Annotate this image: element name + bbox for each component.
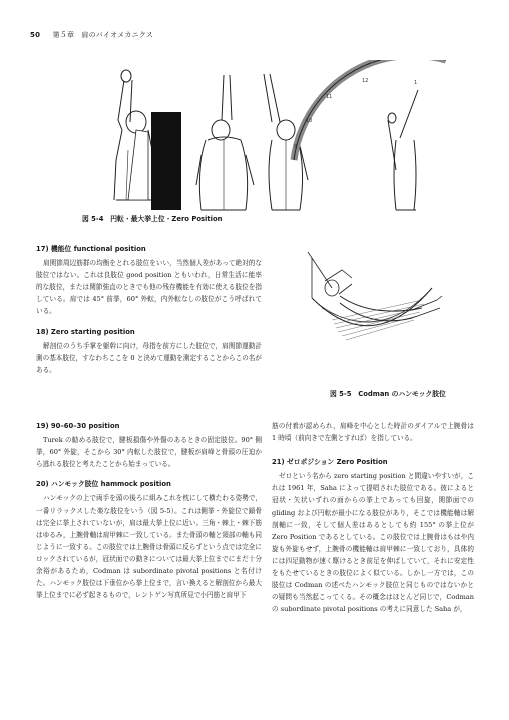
paragraph: 解剖位のうち手掌を躯幹に向け，母指を前方にした肢位で，肩関節運動計測の基本肢位，すなわちここを 0 と決めて運動を測定することからこの名がある。	[36, 341, 262, 374]
figure-5-5	[272, 248, 472, 368]
dial-label: 11	[326, 94, 333, 100]
section-heading: 19) 90–60–30 position	[36, 422, 120, 430]
paragraph: 肩関節周辺筋群の均衡をとれる肢位をいい，当然個人差があって絶対的な肢位ではない。これは良肢位 good position ともいわれ，日常生活に能率的な肢位，または関節強直のときでも他の残存機能を有効に使える肢位を指している。肩では 45° 前挙，60° 外転，内外転なしの肢位がこう呼ばれている。	[36, 259, 262, 316]
chapter-title: 第５章 肩のバイオメカニクス	[52, 31, 154, 39]
figure-5-4	[36, 60, 476, 220]
running-header	[30, 30, 153, 40]
section-heading: 21) ゼロポジション Zero Position	[272, 458, 388, 467]
section-heading: 20) ハンモック肢位 hammock position	[36, 480, 171, 489]
figure-5-5-caption: 図 5-5 Codman のハンモック肢位	[330, 390, 446, 398]
paragraph: ハンモックの上で両手を頭の後ろに組みこれを枕にして横たわる姿勢で，一番リラックスした楽な肢位をいう（図 5-5）。これは側挙・外旋位で鎖骨は完全に挙上されていないが，肩は最大挙上位に近い。三角・棘上・棘下筋はゆるみ，上腕骨軸は肩甲棘に一致している。また骨頭の軸と頸部の軸も同じように一致する。この肢位では上腕骨は骨頭に反らずという点では完全にロックされているが，冠状面での動きについては最大挙上位までにまだ十分余裕があるため，Codman は subordinate pivotal positions と名付けた。ハンモック肢位は下垂位から挙上位まで，言い換えると解剖位から最大挙上位までに必ず起きるもので，レントゲン写真所見で小円筋と肩甲下	[36, 494, 262, 600]
dial-label: 10	[306, 118, 313, 124]
figure-5-4-caption: 図 5-4 円転・最大挙上位・Zero Position	[82, 215, 223, 223]
figure-5-4-illustration	[36, 60, 476, 220]
section-heading: 17) 機能位 functional position	[36, 245, 146, 253]
section-heading: 18) Zero starting position	[36, 327, 135, 336]
paragraph: ゼロという名から zero starting position と間違いやすいが，これは 1961 年，Saha によって提唱された肢位である。彼によると冠状・矢状いずれの面からの挙上であっても回旋，関節面での gliding および円転が最小になる肢位があり，そこでは機能軸は解剖軸に一致，そして個人差はあるとしても約 155° の挙上位が Zero Position であるとしている。この肢位では上腕骨はもはや内旋も外旋もせず，上腕骨の機能軸は肩甲棘に一致しており，具体的には四足動物が速く駆けるとき前足を伸ばしていて，それに安定性をもたせているときの肢位によく似ている。しかし一方では，この肢位は Codman の述べたハンモック肢位と同じものではないかとの疑問も当然起こってくる。その概念はほとんど同じで，Codman の subordinate pivotal positions の考えに同意した Saha が，	[272, 472, 474, 614]
right-column-bottom	[272, 420, 474, 615]
page-number: 50	[30, 31, 41, 39]
figure-shadow	[151, 112, 181, 210]
paragraph: Turek の勧める肢位で，腱板損傷や外傷のあるときの固定肢位。90° 側挙，60° 外旋，そこから 30° 内転した肢位で，腱板が肩峰と骨頭の圧迫から逃れる肢位と考えたことから始まっている。	[36, 436, 262, 469]
dial-label: 12	[362, 78, 369, 84]
dial-label: 1	[414, 80, 418, 86]
left-column-top	[36, 243, 262, 376]
figure-5-5-illustration	[272, 248, 472, 368]
dial-label: 9	[294, 144, 298, 150]
left-column-bottom	[36, 420, 262, 601]
paragraph: 筋の付着が認められ，肩峰を中心とした時計のダイアルで上腕骨は 1 時頃（前向きで左側とすれば）を指している。	[272, 422, 474, 443]
